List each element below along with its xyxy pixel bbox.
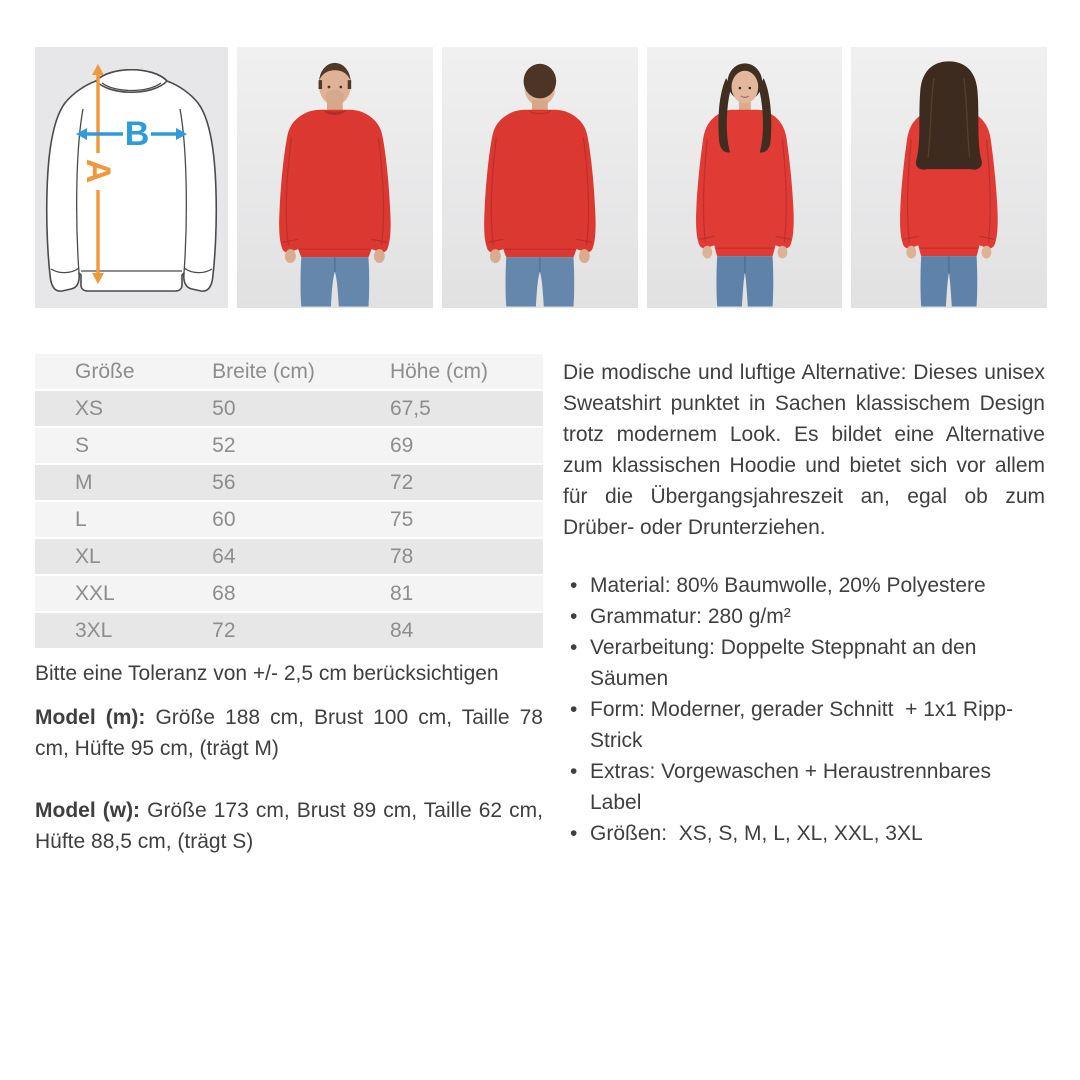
spec-item-verarbeitung: • Verarbeitung: Doppelte Steppnaht an den Säumen	[563, 632, 1045, 694]
spec-item-groessen: • Größen: XS, S, M, L, XL, XXL, 3XL	[563, 818, 1045, 849]
model-m-measurements	[35, 702, 543, 764]
height-cell: 69	[350, 427, 543, 464]
table-row-m	[35, 464, 543, 501]
photo-male-front	[237, 47, 433, 308]
female-model-back-icon	[851, 47, 1047, 308]
width-label-b: B	[124, 115, 150, 153]
size-cell: XL	[35, 538, 172, 575]
model-w-label: Model (w):	[35, 799, 141, 822]
table-row-xxl	[35, 575, 543, 612]
male-model-front-icon	[237, 47, 433, 308]
sweatshirt-measure-icon	[35, 47, 228, 308]
spec-list	[563, 570, 1045, 849]
height-cell: 72	[350, 464, 543, 501]
column-header-width: Breite (cm)	[172, 354, 350, 390]
size-cell: L	[35, 501, 172, 538]
size-cell: XXL	[35, 575, 172, 612]
width-cell: 64	[172, 538, 350, 575]
model-w-measurements	[35, 795, 543, 857]
size-cell: 3XL	[35, 612, 172, 649]
width-cell: 50	[172, 390, 350, 427]
width-cell: 60	[172, 501, 350, 538]
table-row-xl	[35, 538, 543, 575]
height-cell: 84	[350, 612, 543, 649]
table-row-xs	[35, 390, 543, 427]
table-row-s	[35, 427, 543, 464]
model-m-label: Model (m):	[35, 706, 146, 729]
height-cell: 75	[350, 501, 543, 538]
size-measurement-diagram	[35, 47, 228, 308]
table-row-3xl	[35, 612, 543, 649]
column-header-size: Größe	[35, 354, 172, 390]
size-cell: XS	[35, 390, 172, 427]
height-cell: 81	[350, 575, 543, 612]
spec-item-form: • Form: Moderner, gerader Schnitt + 1x1 Ripp-Strick	[563, 694, 1045, 756]
width-cell: 56	[172, 464, 350, 501]
width-cell: 72	[172, 612, 350, 649]
height-cell: 67,5	[350, 390, 543, 427]
size-info-column	[35, 354, 543, 857]
product-info	[0, 308, 1080, 857]
model-m-text: Größe 188 cm, Brust 100 cm, Taille 78 cm, Hüfte 95 cm, (trägt M)	[35, 706, 543, 760]
width-cell: 68	[172, 575, 350, 612]
size-table	[35, 354, 543, 650]
model-w-text: Größe 173 cm, Brust 89 cm, Taille 62 cm, Hüfte 88,5 cm, (trägt S)	[35, 799, 543, 853]
spec-item-grammatur: • Grammatur: 280 g/m²	[563, 601, 1045, 632]
size-table-header-row	[35, 354, 543, 390]
table-row-l	[35, 501, 543, 538]
photo-male-back	[442, 47, 638, 308]
size-cell: M	[35, 464, 172, 501]
size-cell: S	[35, 427, 172, 464]
spec-item-extras: • Extras: Vorgewaschen + Heraustrennbares Label	[563, 756, 1045, 818]
male-model-back-icon	[442, 47, 638, 308]
height-cell: 78	[350, 538, 543, 575]
female-model-front-icon	[647, 47, 843, 308]
spec-item-material: • Material: 80% Baumwolle, 20% Polyestere	[563, 570, 1045, 601]
tolerance-note: Bitte eine Toleranz von +/- 2,5 cm berücksichtigen	[35, 662, 499, 685]
description-column	[563, 354, 1045, 849]
width-cell: 52	[172, 427, 350, 464]
height-label-a: A	[79, 158, 117, 184]
photo-female-front	[647, 47, 843, 308]
product-description: Die modische und luftige Alternative: Dieses unisex Sweatshirt punktet in Sachen klassischem Design trotz modernem Look. Es bildet eine Alternative zum klassischen Hoodie und bietet sich vor allem für die Übergangsjahreszeit an, egal ob zum Drüber- oder Drunterziehen.	[563, 361, 1045, 539]
column-header-height: Höhe (cm)	[350, 354, 543, 390]
photo-female-back	[851, 47, 1047, 308]
product-image-strip	[0, 0, 1080, 308]
